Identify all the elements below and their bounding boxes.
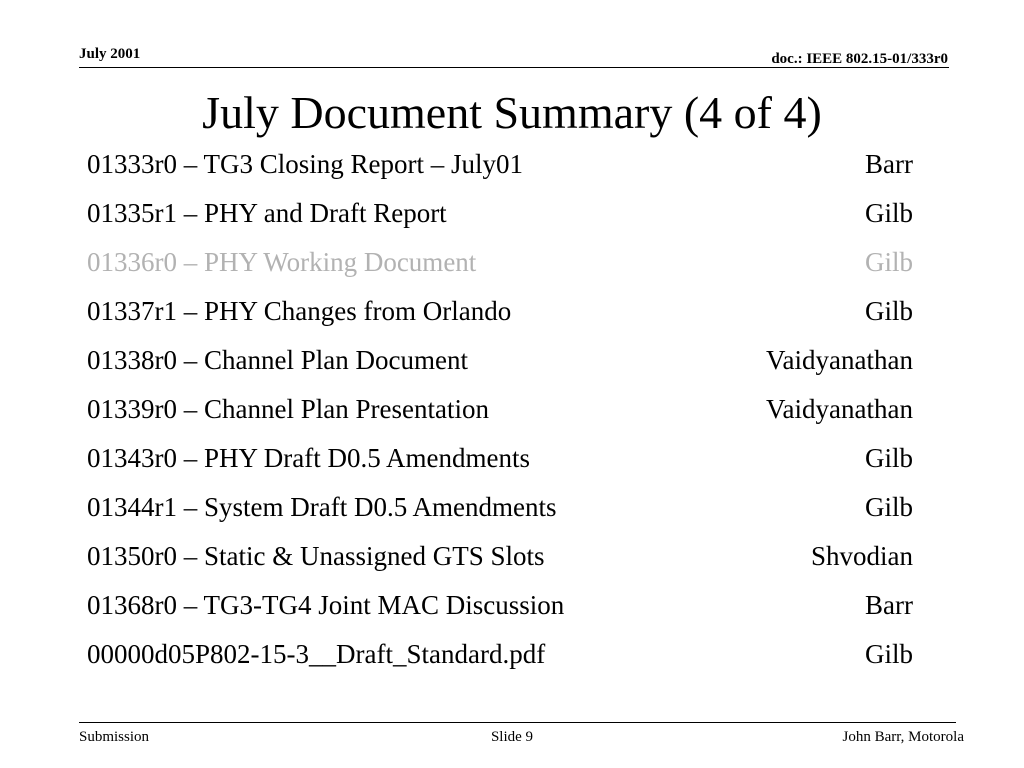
document-title: 01350r0 – Static & Unassigned GTS Slots: [87, 541, 545, 571]
header-rule: [79, 67, 949, 68]
document-title: 01343r0 – PHY Draft D0.5 Amendments: [87, 443, 530, 473]
document-row: [87, 385, 913, 434]
document-author: Gilb: [864, 639, 913, 669]
footer-rule: [79, 722, 956, 723]
document-row: [87, 630, 913, 679]
document-author: Barr: [865, 590, 913, 620]
document-title: 01344r1 – System Draft D0.5 Amendments: [87, 492, 557, 522]
document-author: Shvodian: [810, 541, 913, 571]
header-date: July 2001: [79, 46, 141, 62]
header-doc-id: doc.: IEEE 802.15-01/333r0: [771, 51, 948, 67]
document-row: [87, 434, 913, 483]
document-title: 00000d05P802-15-3__Draft_Standard.pdf: [87, 639, 546, 669]
footer-author: John Barr, Motorola: [842, 729, 964, 745]
document-row: [87, 483, 913, 532]
document-row: [87, 238, 913, 287]
document-row: [87, 336, 913, 385]
footer-submission: Submission: [79, 729, 150, 745]
document-title: 01339r0 – Channel Plan Presentation: [87, 394, 489, 424]
footer-slide-number: Slide 9: [490, 729, 534, 745]
document-row: [87, 140, 913, 189]
document-row: [87, 532, 913, 581]
document-row: [87, 287, 913, 336]
document-author: Gilb: [864, 247, 913, 277]
slide-title: July Document Summary (4 of 4): [202, 87, 822, 138]
document-title: 01335r1 – PHY and Draft Report: [87, 198, 447, 228]
document-author: Barr: [865, 149, 913, 179]
document-title: 01368r0 – TG3-TG4 Joint MAC Discussion: [87, 590, 565, 620]
document-author: Gilb: [864, 198, 913, 228]
document-title: 01338r0 – Channel Plan Document: [87, 345, 468, 375]
document-author: Gilb: [864, 492, 913, 522]
document-title: 01333r0 – TG3 Closing Report – July01: [87, 149, 524, 179]
document-row: [87, 189, 913, 238]
document-author: Gilb: [864, 296, 913, 326]
document-author: Gilb: [864, 443, 913, 473]
document-row: [87, 581, 913, 630]
document-title: 01337r1 – PHY Changes from Orlando: [87, 296, 512, 326]
document-list: [87, 140, 913, 679]
document-author: Vaidyanathan: [766, 345, 913, 375]
document-author: Vaidyanathan: [766, 394, 913, 424]
document-title: 01336r0 – PHY Working Document: [87, 247, 477, 277]
